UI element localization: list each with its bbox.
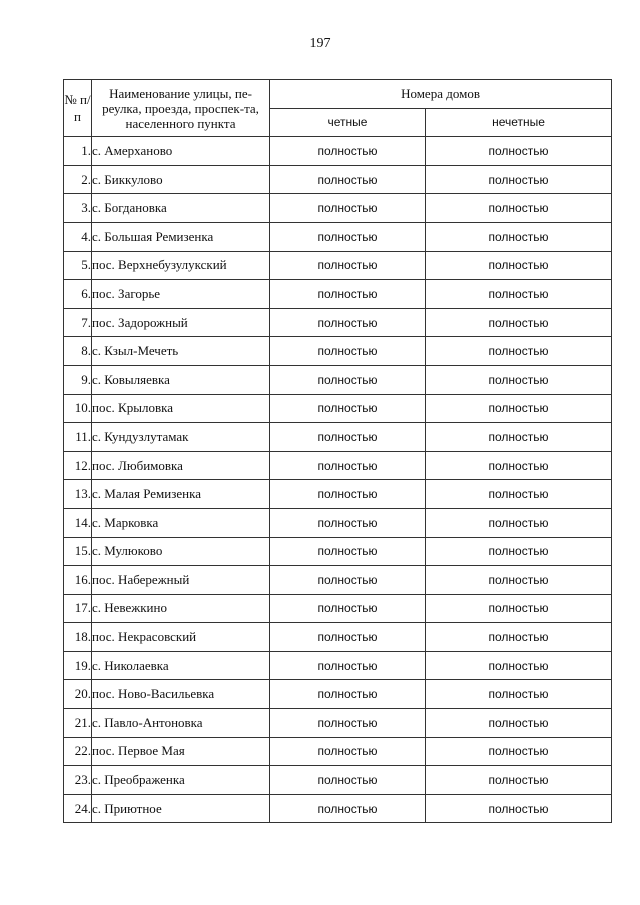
header-house-numbers: Номера домов <box>270 80 612 109</box>
table-header <box>64 80 612 137</box>
table-row <box>64 766 612 795</box>
row-number-cell: 8. <box>64 337 92 366</box>
table-row <box>64 280 612 309</box>
odd-numbers-cell: полностью <box>426 423 612 452</box>
even-numbers-cell: полностью <box>270 423 426 452</box>
odd-numbers-cell: полностью <box>426 594 612 623</box>
locality-name-cell: с. Биккулово <box>92 165 270 194</box>
table-row <box>64 165 612 194</box>
page-number: 197 <box>309 36 331 51</box>
header-number: № п/п <box>64 80 92 137</box>
row-number-cell: 20. <box>64 680 92 709</box>
locality-name-cell: с. Большая Ремизенка <box>92 222 270 251</box>
odd-numbers-cell: полностью <box>426 680 612 709</box>
row-number-cell: 16. <box>64 566 92 595</box>
table-row <box>64 480 612 509</box>
table-row <box>64 222 612 251</box>
even-numbers-cell: полностью <box>270 537 426 566</box>
locality-name-cell: с. Мулюково <box>92 537 270 566</box>
odd-numbers-cell: полностью <box>426 508 612 537</box>
table-row <box>64 680 612 709</box>
row-number-cell: 13. <box>64 480 92 509</box>
table-row <box>64 508 612 537</box>
even-numbers-cell: полностью <box>270 251 426 280</box>
locality-name-cell: пос. Любимовка <box>92 451 270 480</box>
odd-numbers-cell: полностью <box>426 222 612 251</box>
table-row <box>64 137 612 166</box>
odd-numbers-cell: полностью <box>426 537 612 566</box>
locality-name-cell: с. Павло-Антоновка <box>92 709 270 738</box>
header-row-top <box>64 80 612 109</box>
locality-name-cell: пос. Задорожный <box>92 308 270 337</box>
even-numbers-cell: полностью <box>270 308 426 337</box>
even-numbers-cell: полностью <box>270 680 426 709</box>
table-row <box>64 423 612 452</box>
odd-numbers-cell: полностью <box>426 165 612 194</box>
row-number-cell: 19. <box>64 651 92 680</box>
table-row <box>64 594 612 623</box>
row-number-cell: 11. <box>64 423 92 452</box>
even-numbers-cell: полностью <box>270 194 426 223</box>
even-numbers-cell: полностью <box>270 651 426 680</box>
locality-name-cell: с. Преображенка <box>92 766 270 795</box>
even-numbers-cell: полностью <box>270 165 426 194</box>
odd-numbers-cell: полностью <box>426 480 612 509</box>
header-name: Наименование улицы, пе-реулка, проезда, проспек-та, населенного пункта <box>92 80 270 137</box>
row-number-cell: 4. <box>64 222 92 251</box>
even-numbers-cell: полностью <box>270 623 426 652</box>
table-row <box>64 566 612 595</box>
locality-name-cell: пос. Набережный <box>92 566 270 595</box>
row-number-cell: 22. <box>64 737 92 766</box>
even-numbers-cell: полностью <box>270 480 426 509</box>
table-row <box>64 365 612 394</box>
row-number-cell: 15. <box>64 537 92 566</box>
row-number-cell: 23. <box>64 766 92 795</box>
even-numbers-cell: полностью <box>270 451 426 480</box>
even-numbers-cell: полностью <box>270 737 426 766</box>
locality-name-cell: с. Амерханово <box>92 137 270 166</box>
row-number-cell: 21. <box>64 709 92 738</box>
locality-name-cell: пос. Крыловка <box>92 394 270 423</box>
table-body <box>64 137 612 823</box>
odd-numbers-cell: полностью <box>426 251 612 280</box>
table-row <box>64 451 612 480</box>
table-row <box>64 709 612 738</box>
locality-name-cell: с. Ковыляевка <box>92 365 270 394</box>
even-numbers-cell: полностью <box>270 794 426 823</box>
even-numbers-cell: полностью <box>270 709 426 738</box>
even-numbers-cell: полностью <box>270 222 426 251</box>
locality-name-cell: с. Кзыл-Мечеть <box>92 337 270 366</box>
odd-numbers-cell: полностью <box>426 365 612 394</box>
even-numbers-cell: полностью <box>270 766 426 795</box>
odd-numbers-cell: полностью <box>426 280 612 309</box>
row-number-cell: 1. <box>64 137 92 166</box>
even-numbers-cell: полностью <box>270 566 426 595</box>
odd-numbers-cell: полностью <box>426 766 612 795</box>
even-numbers-cell: полностью <box>270 508 426 537</box>
row-number-cell: 2. <box>64 165 92 194</box>
odd-numbers-cell: полностью <box>426 194 612 223</box>
even-numbers-cell: полностью <box>270 365 426 394</box>
row-number-cell: 3. <box>64 194 92 223</box>
odd-numbers-cell: полностью <box>426 337 612 366</box>
row-number-cell: 10. <box>64 394 92 423</box>
table-row <box>64 737 612 766</box>
odd-numbers-cell: полностью <box>426 794 612 823</box>
table-row <box>64 308 612 337</box>
locality-name-cell: с. Невежкино <box>92 594 270 623</box>
row-number-cell: 6. <box>64 280 92 309</box>
even-numbers-cell: полностью <box>270 337 426 366</box>
table-row <box>64 651 612 680</box>
row-number-cell: 18. <box>64 623 92 652</box>
locality-name-cell: с. Малая Ремизенка <box>92 480 270 509</box>
row-number-cell: 24. <box>64 794 92 823</box>
even-numbers-cell: полностью <box>270 280 426 309</box>
even-numbers-cell: полностью <box>270 394 426 423</box>
table-row <box>64 194 612 223</box>
odd-numbers-cell: полностью <box>426 566 612 595</box>
odd-numbers-cell: полностью <box>426 737 612 766</box>
odd-numbers-cell: полностью <box>426 308 612 337</box>
row-number-cell: 12. <box>64 451 92 480</box>
header-odd: нечетные <box>426 108 612 137</box>
locality-name-cell: пос. Верхнебузулукский <box>92 251 270 280</box>
row-number-cell: 17. <box>64 594 92 623</box>
table-row <box>64 394 612 423</box>
houses-table <box>63 79 612 823</box>
odd-numbers-cell: полностью <box>426 623 612 652</box>
table-row <box>64 794 612 823</box>
locality-name-cell: с. Марковка <box>92 508 270 537</box>
locality-name-cell: пос. Некрасовский <box>92 623 270 652</box>
row-number-cell: 7. <box>64 308 92 337</box>
header-even: четные <box>270 108 426 137</box>
table-row <box>64 623 612 652</box>
locality-name-cell: с. Приютное <box>92 794 270 823</box>
odd-numbers-cell: полностью <box>426 651 612 680</box>
row-number-cell: 9. <box>64 365 92 394</box>
locality-name-cell: с. Кундузлутамак <box>92 423 270 452</box>
even-numbers-cell: полностью <box>270 137 426 166</box>
table-row <box>64 337 612 366</box>
row-number-cell: 14. <box>64 508 92 537</box>
locality-name-cell: с. Богдановка <box>92 194 270 223</box>
locality-name-cell: пос. Ново-Васильевка <box>92 680 270 709</box>
locality-name-cell: пос. Первое Мая <box>92 737 270 766</box>
odd-numbers-cell: полностью <box>426 137 612 166</box>
odd-numbers-cell: полностью <box>426 451 612 480</box>
odd-numbers-cell: полностью <box>426 394 612 423</box>
odd-numbers-cell: полностью <box>426 709 612 738</box>
table-row <box>64 537 612 566</box>
even-numbers-cell: полностью <box>270 594 426 623</box>
table-row <box>64 251 612 280</box>
locality-name-cell: пос. Загорье <box>92 280 270 309</box>
locality-name-cell: с. Николаевка <box>92 651 270 680</box>
row-number-cell: 5. <box>64 251 92 280</box>
